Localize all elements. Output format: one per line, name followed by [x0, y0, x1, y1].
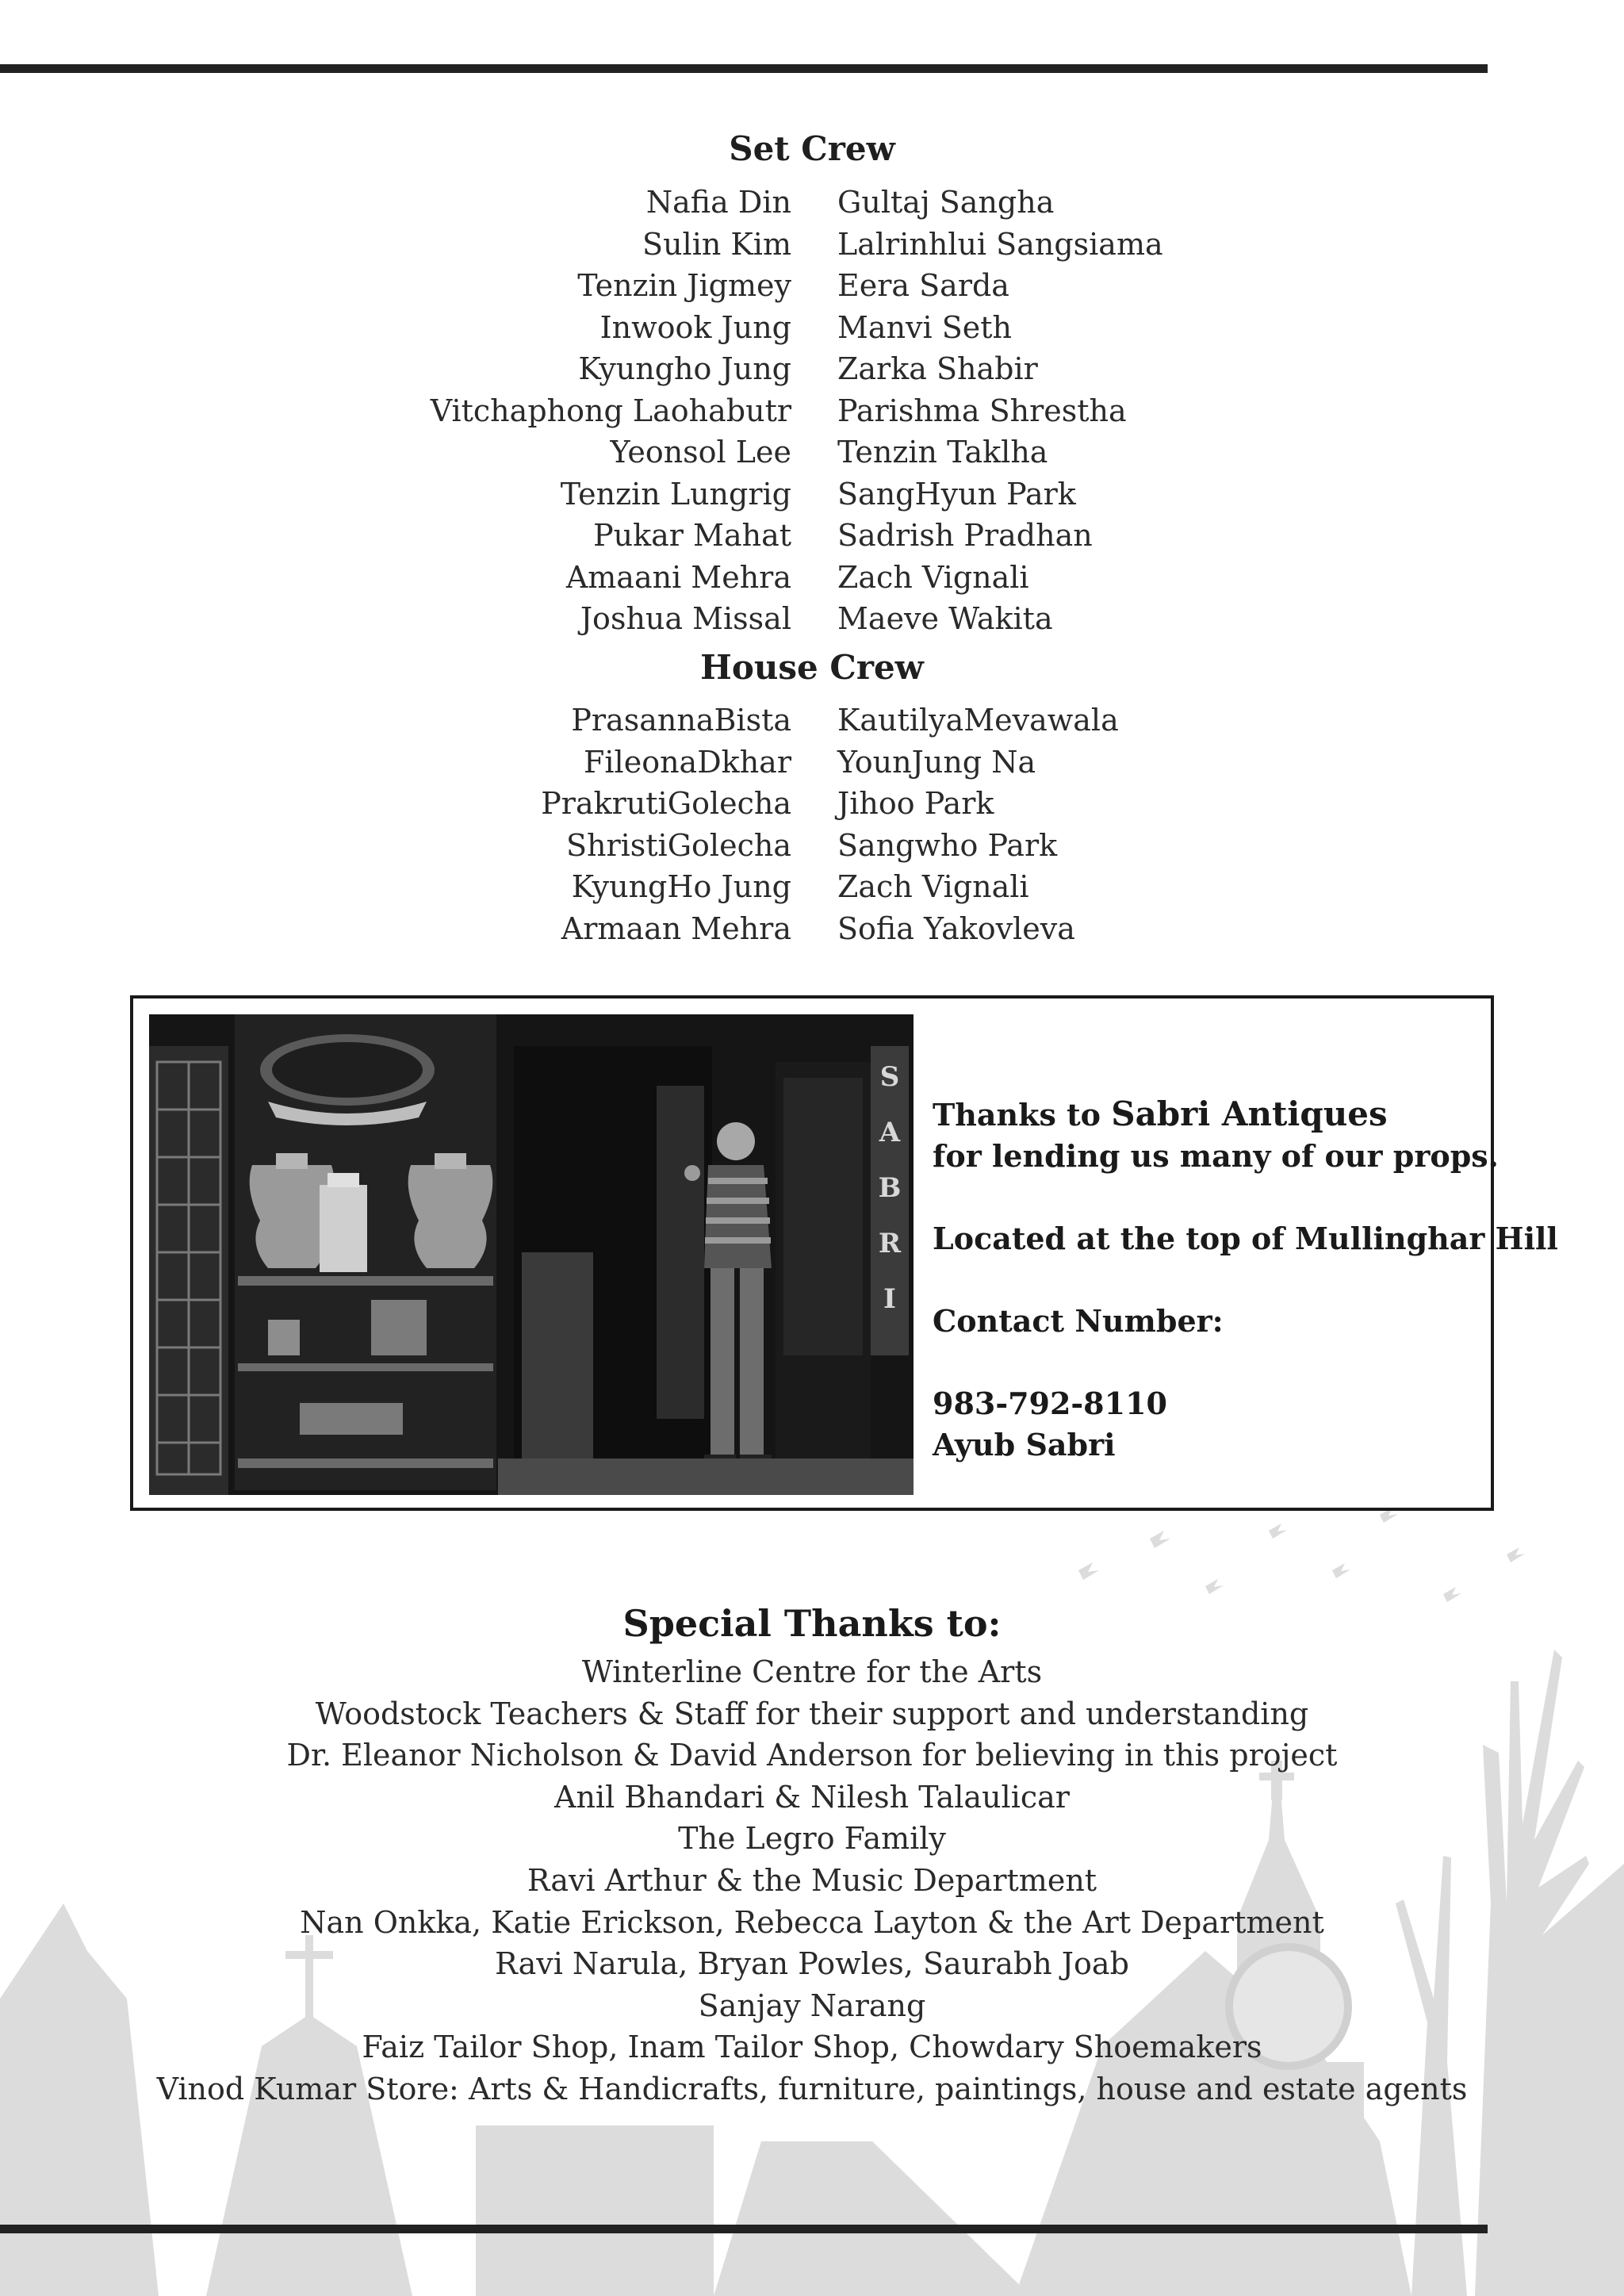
- thanks-item: Anil Bhandari & Nilesh Talaulicar: [554, 1779, 1070, 1815]
- thanks-item: Ravi Narula, Bryan Powles, Saurabh Joab: [495, 1946, 1129, 1982]
- set-crew-list: [0, 182, 1624, 640]
- house-crew-list: [0, 700, 1624, 949]
- crew-name: FileonaDkhar: [584, 744, 791, 780]
- set-crew-title: Set Crew: [729, 129, 895, 168]
- thanks-item: Dr. Eleanor Nicholson & David Anderson for believing in this project: [286, 1738, 1338, 1773]
- thanks-item: Nan Onkka, Katie Erickson, Rebecca Layton & the Art Department: [300, 1904, 1324, 1940]
- crew-name: Zach Vignali: [837, 869, 1029, 904]
- crew-row: [0, 182, 1624, 224]
- crew-name: Eera Sarda: [837, 268, 1009, 303]
- crew-row: [0, 866, 1624, 908]
- thanks-prefix: Thanks to: [933, 1097, 1112, 1133]
- sign-letter: A: [879, 1117, 901, 1148]
- crew-name: Jihoo Park: [837, 786, 994, 821]
- crew-row: [0, 515, 1624, 557]
- crew-name: SangHyun Park: [837, 476, 1076, 512]
- crew-row: [0, 473, 1624, 516]
- crew-name: Lalrinhlui Sangsiama: [837, 226, 1163, 262]
- sign-letter: S: [879, 1061, 900, 1093]
- crew-name: Tenzin Jigmey: [577, 268, 791, 303]
- crew-name: KyungHo Jung: [571, 869, 791, 904]
- crew-name: Sadrish Pradhan: [837, 518, 1093, 553]
- crew-name: Nafia Din: [645, 185, 791, 220]
- crew-name: Manvi Seth: [837, 309, 1013, 345]
- crew-name: Tenzin Lungrig: [560, 476, 791, 512]
- crew-name: Inwook Jung: [599, 309, 791, 345]
- phone-number: 983-792-8110: [933, 1386, 1167, 1421]
- crew-row: [0, 825, 1624, 867]
- crew-name: Vitchaphong Laohabutr: [430, 393, 791, 428]
- house-crew-title: House Crew: [700, 648, 924, 687]
- sign-letter: I: [883, 1283, 896, 1315]
- crew-name: PrasannaBista: [571, 703, 791, 738]
- crew-row: [0, 224, 1624, 266]
- crew-name: Armaan Mehra: [561, 910, 791, 946]
- thanks-item: Woodstock Teachers & Staff for their support and understanding: [315, 1696, 1309, 1731]
- crew-row: [0, 742, 1624, 784]
- crew-row: [0, 598, 1624, 640]
- crew-name: PrakrutiGolecha: [541, 786, 791, 821]
- crew-name: Yeonsol Lee: [610, 435, 791, 470]
- shop-photo-illustration: [149, 1014, 914, 1495]
- crew-name: Zarka Shabir: [837, 351, 1038, 386]
- thanks-item: Faiz Tailor Shop, Inam Tailor Shop, Chowdary Shoemakers: [362, 2030, 1262, 2065]
- shop-name: Sabri Antiques: [1111, 1094, 1388, 1133]
- shop-photo: [149, 1014, 914, 1495]
- crew-row: [0, 431, 1624, 473]
- crew-name: YounJung Na: [837, 744, 1036, 780]
- crew-row: [0, 265, 1624, 307]
- crew-row: [0, 557, 1624, 599]
- sponsor-text: [933, 1094, 1558, 1466]
- sponsor-box: [130, 995, 1558, 1511]
- crew-row: [0, 700, 1624, 742]
- crew-name: Kyungho Jung: [578, 351, 791, 386]
- thanks-item: Vinod Kumar Store: Arts & Handicrafts, furniture, paintings, house and estate agents: [156, 2071, 1468, 2106]
- sign-letter: B: [878, 1172, 902, 1204]
- crew-name: Maeve Wakita: [837, 601, 1053, 636]
- crew-name: Sofia Yakovleva: [837, 910, 1075, 946]
- crew-name: KautilyaMevawala: [837, 703, 1119, 738]
- crew-name: Parishma Shrestha: [837, 393, 1127, 428]
- sponsor-thanks-line: [933, 1094, 1488, 1136]
- crew-row: [0, 348, 1624, 390]
- top-rule: [0, 64, 1488, 73]
- crew-name: Tenzin Taklha: [837, 435, 1048, 470]
- location-line: Located at the top of Mullinghar Hill: [933, 1221, 1558, 1256]
- bottom-rule: [0, 2225, 1488, 2233]
- crew-name: Sulin Kim: [642, 226, 791, 262]
- thanks-item: Sanjay Narang: [698, 1987, 926, 2023]
- crew-row: [0, 390, 1624, 432]
- special-thanks-title: Special Thanks to:: [622, 1602, 1002, 1645]
- thanks-item: The Legro Family: [678, 1821, 946, 1857]
- thanks-item: Winterline Centre for the Arts: [581, 1654, 1043, 1689]
- special-thanks-list: [0, 1651, 1624, 2110]
- crew-name: Amaani Mehra: [565, 559, 791, 595]
- crew-name: Zach Vignali: [837, 559, 1029, 595]
- crew-name: Sangwho Park: [837, 827, 1058, 863]
- crew-name: Pukar Mahat: [593, 518, 791, 553]
- contact-name: Ayub Sabri: [933, 1427, 1116, 1462]
- thanks-item: Ravi Arthur & the Music Department: [527, 1862, 1097, 1898]
- crew-name: Gultaj Sangha: [837, 185, 1055, 220]
- crew-row: [0, 307, 1624, 349]
- crew-name: Joshua Missal: [580, 601, 791, 636]
- contact-label: Contact Number:: [933, 1303, 1224, 1339]
- crew-row: [0, 908, 1624, 950]
- lending-line: for lending us many of our props.: [933, 1138, 1499, 1174]
- crew-row: [0, 783, 1624, 825]
- sign-letter: R: [878, 1228, 902, 1259]
- crew-name: ShristiGolecha: [565, 827, 791, 863]
